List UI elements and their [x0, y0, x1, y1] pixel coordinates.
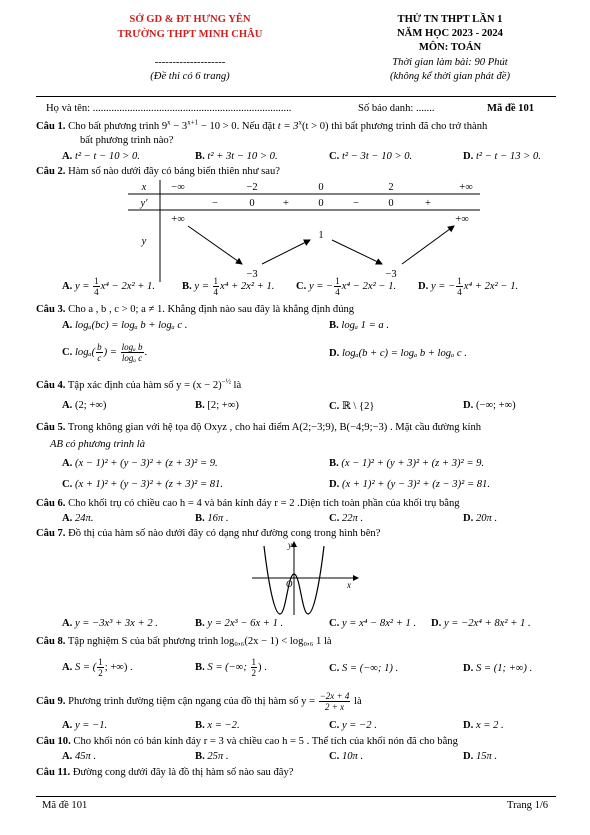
- variation-table: [128, 180, 480, 282]
- exponent: x: [298, 118, 302, 127]
- q8-option-d[interactable]: D. S = (1; +∞) .: [463, 663, 533, 674]
- vt-sign: −: [353, 198, 359, 209]
- question-label: Câu 11.: [36, 767, 71, 778]
- q3-option-d[interactable]: D. logₐ(b + c) = logₐ b + logₐ c .: [329, 348, 467, 359]
- q7-option-b[interactable]: B. y = 2x³ − 6x + 1 .: [195, 618, 284, 629]
- vt-arrow-up: [402, 226, 454, 264]
- vt-x-value: −2: [246, 182, 258, 193]
- q1-option-a[interactable]: A. t² − t − 10 > 0.: [62, 151, 140, 162]
- vt-y-label: y: [141, 236, 147, 247]
- q8-option-c[interactable]: C. S = (−∞; 1) .: [329, 663, 399, 674]
- question-1: [36, 118, 566, 132]
- q6-option-d[interactable]: D. 20π .: [463, 513, 498, 524]
- substitution: t = 3: [277, 121, 299, 132]
- q2-option-d[interactable]: D. y = − $\frac{1}{4}$ x⁴ + 2x² − 1.: [418, 276, 519, 297]
- q4-option-b[interactable]: B. [2; +∞): [195, 400, 239, 411]
- q3-option-a[interactable]: A. logₐ(bc) = logₐ b + logₐ c .: [62, 320, 188, 331]
- q6-option-b[interactable]: B. 16π .: [195, 513, 229, 524]
- q1-option-d[interactable]: D. t² − t − 13 > 0.: [463, 151, 541, 162]
- question-label: Câu 7.: [36, 528, 66, 539]
- q7-option-a[interactable]: A. y = −3x³ + 3x + 2 .: [62, 618, 158, 629]
- vt-y-value: +∞: [171, 214, 185, 225]
- x-axis-label: x: [347, 580, 351, 590]
- vt-x-value: 2: [388, 182, 394, 193]
- vt-x-value: +∞: [459, 182, 473, 193]
- question-4: [36, 377, 566, 391]
- q1-option-c[interactable]: C. t² − 3t − 10 > 0.: [329, 151, 413, 162]
- q2-option-a[interactable]: A. y = $\frac{1}{4}$ x⁴ − 2x² + 1.: [62, 276, 156, 297]
- exam-code: Mã đề 101: [487, 103, 535, 114]
- q8-option-a[interactable]: A. S = ( $\frac{1}{2}$ ; +∞) .: [62, 657, 133, 678]
- q9-option-a[interactable]: A. y = −1.: [62, 720, 108, 731]
- question-label: Câu 5.: [36, 422, 66, 433]
- question-11: [36, 767, 566, 778]
- question-label: Câu 6.: [36, 498, 66, 509]
- q9-option-d[interactable]: D. x = 2 .: [463, 720, 504, 731]
- substitution: (t > 0): [301, 121, 329, 132]
- vt-sign: +: [283, 198, 289, 209]
- vt-y-value: −3: [246, 269, 258, 280]
- question-text-continued: bất phương trình nào?: [80, 135, 174, 146]
- vt-zero: 0: [249, 198, 255, 209]
- question-text: Hàm số nào dưới đây có bảng biến thiên như sau?: [68, 166, 280, 177]
- y-axis-label: y: [288, 540, 292, 550]
- question-label: Câu 8.: [36, 636, 66, 647]
- question-9: Câu 9. Phương trình đường tiệm cận ngang của đồ thị hàm số y = $\frac{-2x + 4}{2 + x}$ là: [36, 691, 362, 712]
- header-dashes: --------------------: [154, 57, 226, 68]
- q2-option-b[interactable]: B. y = $\frac{1}{4}$ x⁴ + 2x² + 1.: [182, 276, 275, 297]
- q5-option-c[interactable]: C. (x + 1)² + (y − 3)² + (z + 3)² = 81.: [62, 479, 223, 490]
- vt-x-label: x: [141, 182, 147, 193]
- exam-title: THỬ TN THPT LẦN 1: [397, 14, 503, 25]
- q1-option-b[interactable]: B. t² + 3t − 10 > 0.: [195, 151, 278, 162]
- exponent: x: [167, 118, 171, 127]
- question-6: [36, 498, 566, 509]
- question-text: Tập nghiệm S của bất phương trình log₀,₆(2x − 1) < log₀,₆ 1 là: [67, 636, 332, 647]
- school-name: TRƯỜNG THPT MINH CHÂU: [117, 29, 263, 40]
- vt-y-value: +∞: [455, 214, 469, 225]
- question-3: [36, 304, 566, 315]
- exponent: x+1: [187, 118, 199, 127]
- exam-time-note: (không kể thời gian phát đề): [389, 71, 511, 82]
- vt-zero: 0: [388, 198, 394, 209]
- question-text-continued: AB có phương trình là: [50, 439, 145, 450]
- footer-exam-code: Mã đề 101: [42, 800, 88, 811]
- question-label: Câu 4.: [36, 380, 66, 391]
- exponent: −½: [221, 377, 231, 386]
- subject: MÔN: TOÁN: [418, 42, 482, 53]
- q7-option-c[interactable]: C. y = x⁴ − 8x² + 1 .: [329, 618, 417, 629]
- q8-option-b[interactable]: B. S = (−∞; $\frac{1}{2}$ ) .: [195, 657, 267, 678]
- vt-sign: −: [212, 198, 218, 209]
- q9-option-c[interactable]: C. y = −2 .: [329, 720, 377, 731]
- question-label: Câu 1.: [36, 121, 66, 132]
- vt-arrow-down: [188, 226, 242, 264]
- question-text: Phương trình đường tiệm cận ngang của đồ thị hàm số y =: [68, 695, 318, 707]
- question-text: Tập xác định của hàm số y = (x − 2): [67, 380, 222, 391]
- vt-zero: 0: [318, 198, 324, 209]
- q4-option-c[interactable]: C. ℝ \ {2}: [329, 401, 375, 412]
- question-text: thì bất phương trình đã cho trở thành: [328, 121, 488, 132]
- question-label: Câu 3.: [36, 304, 66, 315]
- question-text: Đồ thị của hàm số nào dưới đây có dạng như đường cong trong hình bên?: [68, 528, 381, 539]
- q3-option-b[interactable]: B. logₐ 1 = a .: [329, 320, 389, 331]
- q10-option-a[interactable]: A. 45π .: [62, 751, 97, 762]
- student-name-field: Họ và tên: ...........................................................................: [46, 103, 292, 114]
- vt-y-value: 1: [318, 230, 324, 241]
- q3-option-c[interactable]: C. logₐ( $\frac{b}{c}$ ) = $\frac{\text{logₐ b}}{\text{logₐ c}}$ .: [62, 342, 148, 363]
- function-graph: [252, 540, 362, 616]
- footer-divider: [36, 796, 556, 797]
- q10-option-b[interactable]: B. 25π .: [195, 751, 229, 762]
- vt-x-value: −∞: [171, 182, 185, 193]
- question-text: Cho khối trụ có chiều cao h = 4 và bán kính đáy r = 2 .Diện tích toàn phần của khối trụ bằng: [68, 498, 460, 509]
- question-text: Trong không gian với hệ tọa độ Oxyz , cho hai điểm A(2;−3;9), B(−4;9;−3) . Mặt cầu đường kính: [67, 422, 482, 433]
- school-year: NĂM HỌC 2023 - 2024: [397, 28, 503, 39]
- question-5: [36, 422, 566, 433]
- q4-option-a[interactable]: A. (2; +∞): [62, 400, 107, 411]
- vt-y-value: −3: [385, 269, 397, 280]
- q6-option-c[interactable]: C. 22π .: [329, 513, 364, 524]
- vt-dy-label: y′: [140, 198, 148, 209]
- question-text: Cho khối nón có bán kính đáy r = 3 và chiều cao h = 5 . Thể tích của khối nón đã cho bằng: [73, 736, 458, 747]
- q6-option-a[interactable]: A. 24π.: [62, 513, 94, 524]
- question-10: [36, 736, 566, 747]
- origin-label: O: [286, 579, 293, 589]
- q2-option-c[interactable]: C. y = − $\frac{1}{4}$ x⁴ − 2x² − 1.: [296, 276, 397, 297]
- q4-option-d[interactable]: D. (−∞; +∞): [463, 400, 516, 411]
- student-id-field: Số báo danh: .......: [358, 103, 435, 114]
- vt-x-value: 0: [318, 182, 324, 193]
- question-text: − 10 > 0. Nếu đặt: [198, 121, 278, 132]
- q7-option-d[interactable]: D. y = −2x⁴ + 8x² + 1 .: [431, 618, 531, 629]
- page-number: Trang 1/6: [507, 800, 549, 811]
- question-text: Cho bất phương trình 9: [68, 121, 168, 132]
- q5-option-a[interactable]: A. (x − 1)² + (y − 3)² + (z + 3)² = 9.: [62, 458, 218, 469]
- q10-option-c[interactable]: C. 10π .: [329, 751, 364, 762]
- q10-option-d[interactable]: D. 15π .: [463, 751, 498, 762]
- q5-option-d[interactable]: D. (x + 1)² + (y − 3)² + (z − 3)² = 81.: [329, 479, 490, 490]
- q5-option-b[interactable]: B. (x − 1)² + (y + 3)² + (z + 3)² = 9.: [329, 458, 485, 469]
- department-name: SỞ GD & ĐT HƯNG YÊN: [129, 14, 251, 25]
- vt-arrow-down: [332, 240, 382, 264]
- q9-option-b[interactable]: B. x = −2.: [195, 720, 240, 731]
- question-7: [36, 528, 566, 539]
- question-2: [36, 166, 566, 177]
- question-8: [36, 636, 566, 647]
- question-text: là: [230, 380, 242, 391]
- header-divider: [36, 96, 556, 97]
- question-text: là: [351, 695, 362, 707]
- question-label: Câu 2.: [36, 166, 66, 177]
- exam-time: Thời gian làm bài: 90 Phút: [392, 57, 508, 68]
- vt-sign: +: [425, 198, 431, 209]
- pages-note: (Đề thi có 6 trang): [150, 71, 230, 82]
- question-label: Câu 10.: [36, 736, 71, 747]
- question-text: − 3: [170, 121, 188, 132]
- question-text: Đường cong dưới đây là đồ thị hàm số nào sau đây?: [72, 767, 294, 778]
- question-label: Câu 9.: [36, 695, 66, 707]
- vt-arrow-up: [262, 240, 310, 264]
- question-text: Cho a , b , c > 0; a ≠ 1. Khẳng định nào sau đây là khẳng định đúng: [68, 304, 355, 315]
